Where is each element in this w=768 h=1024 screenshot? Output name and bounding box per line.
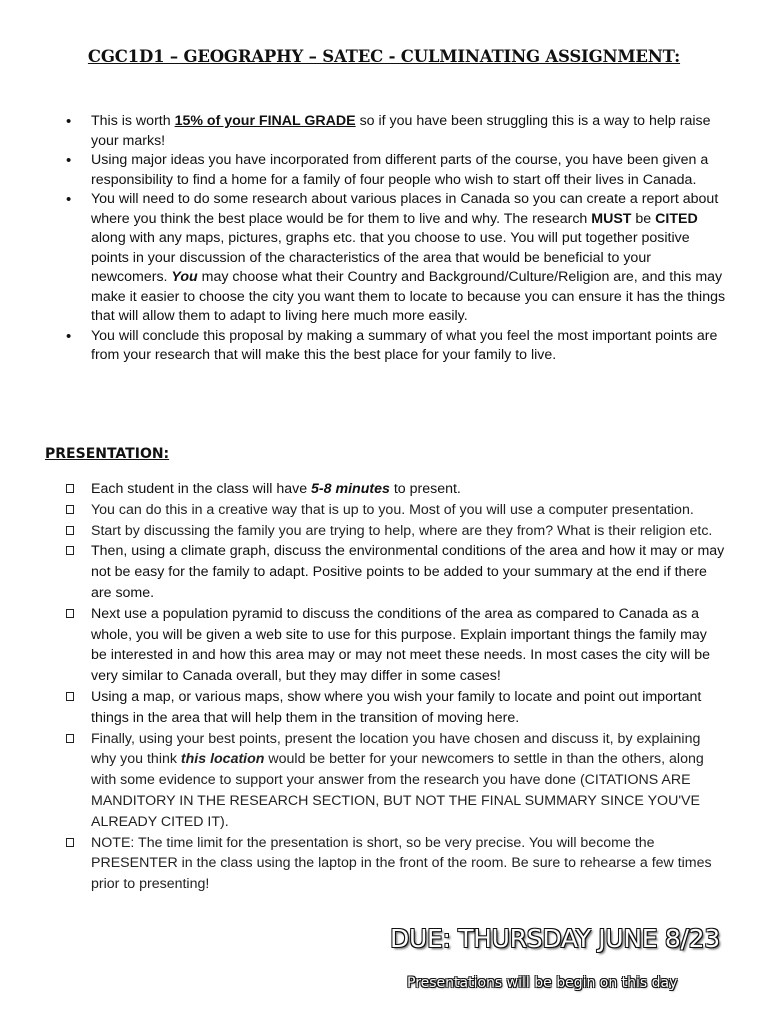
checkbox-icon: [66, 838, 74, 847]
list-item: Using a map, or various maps, show where you wish your family to locate and point out important things in the area that will help them in the transition of moving here.: [63, 687, 725, 729]
list-item: • You will conclude this proposal by making a summary of what you feel the most important points are from your research that will make this the best place for your family to live.: [63, 327, 727, 366]
list-item: Each student in the class will have 5-8 minutes to present.: [63, 479, 725, 500]
checkbox-icon: [66, 609, 74, 618]
list-item: Then, using a climate graph, discuss the environmental conditions of the area and how it may or may not be easy for the family to adapt. Positive points to be added to your summary at the end if there are some.: [63, 541, 725, 603]
due-note: Presentations will be begin on this day: [407, 975, 678, 991]
page-title: CGC1D1 – GEOGRAPHY – SATEC - CULMINATING ASSIGNMENT:: [87, 47, 681, 66]
list-item: • This is worth 15% of your FINAL GRADE so if you have been struggling this is a way to help raise your marks!: [63, 112, 727, 151]
list-item: • Using major ideas you have incorporated from different parts of the course, you have been given a responsibility to find a home for a family of four people who wish to start off their lives in Canada.: [63, 151, 727, 190]
list-item: Next use a population pyramid to discuss the conditions of the area as compared to Canada as a whole, you will be given a web site to use for this purpose. Explain important things the family may be interested in and how this area may or may not meet these needs. In most cases the city will be very similar to Canada overall, but they may differ in some cases!: [63, 604, 725, 687]
presentation-list: [63, 479, 725, 895]
presentation-heading: PRESENTATION:: [45, 446, 170, 462]
checkbox-icon: [66, 692, 74, 701]
intro-list: [63, 112, 727, 366]
list-item: Start by discussing the family you are trying to help, where are they from? What is their religion etc.: [63, 521, 725, 542]
list-item: NOTE: The time limit for the presentation is short, so be very precise. You will become the PRESENTER in the class using the laptop in the front of the room. Be sure to rehearse a few times prior to presenting!: [63, 833, 725, 895]
list-item: Finally, using your best points, present the location you have chosen and discuss it, by explaining why you think this location would be better for your newcomers to settle in than the others, along with some evidence to support your answer from the research you have done (CITATIONS ARE MANDITORY IN THE RESEARCH SECTION, BUT NOT THE FINAL SUMMARY SINCE YOU'VE ALREADY CITED IT).: [63, 729, 725, 833]
checkbox-icon: [66, 526, 74, 535]
checkbox-icon: [66, 734, 74, 743]
checkbox-icon: [66, 505, 74, 514]
list-item: • You will need to do some research about various places in Canada so you can create a report about where you think the best place would be for them to live and why. The research MUST be CITED along with any maps, pictures, graphs etc. that you choose to use. You will put together positive points in your discussion of the characteristics of the area that would be beneficial to your newcomers. You may choose what their Country and Background/Culture/Religion are, and this may make it easier to choose the city you want them to locate to because you can ensure it has the things that will allow them to adapt to living here much more easily.: [63, 190, 727, 327]
checkbox-icon: [66, 546, 74, 555]
checkbox-icon: [66, 484, 74, 493]
due-date: DUE: THURSDAY JUNE 8/23: [390, 924, 720, 953]
list-item: You can do this in a creative way that is up to you. Most of you will use a computer presentation.: [63, 500, 725, 521]
